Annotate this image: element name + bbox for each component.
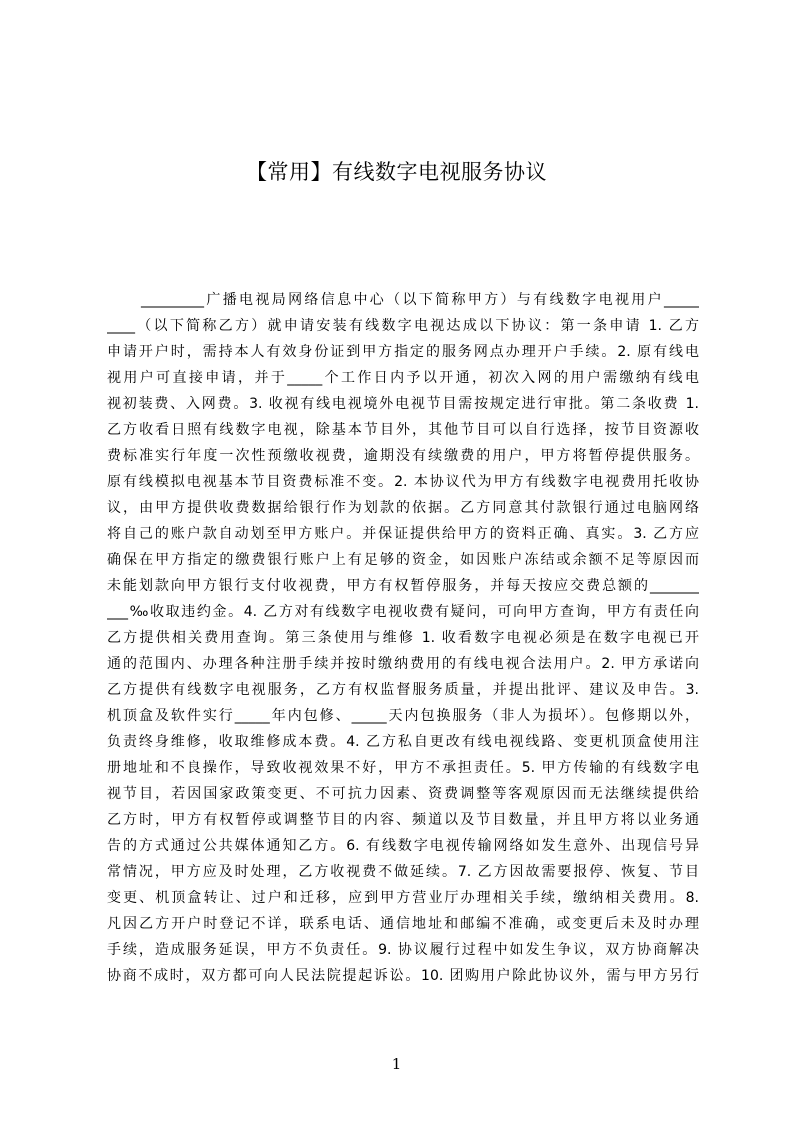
body-line: 视节目，若因国家政策变更、不可抗力因素、资费调整等客观原因而无法继续提供给 <box>107 786 699 802</box>
body-line: 通的范围内、办理各种注册手续并按时缴纳费用的有线电视合法用户。2. 甲方承诺向 <box>107 656 699 672</box>
body-line: 视初装费、入网费。3. 收视有线电视境外电视节目需按规定进行审批。第二条收费 1. <box>107 396 699 412</box>
body-line: 申请开户时，需持本人有效身份证到甲方指定的服务网点办理开户手续。2. 原有线电 <box>107 344 699 360</box>
body-line: 费标准实行年度一次性预缴收视费，逾期没有续缴费的用户，甲方将暂停提供服务。 <box>107 448 699 464</box>
body-line: 视用户可直接申请，并于_____个工作日内予以开通，初次入网的用户需缴纳有线电 <box>107 370 699 386</box>
body-line: 原有线模拟电视基本节目资费标准不变。2. 本协议代为甲方有线数字电视费用托收协 <box>107 474 699 490</box>
body-line: 变更、机顶盒转让、过户和迁移，应到甲方营业厅办理相关手续，缴纳相关费用。8. <box>107 890 699 906</box>
agreement-body <box>107 287 699 989</box>
body-line: 议，由甲方提供收费数据给银行作为划款的依据。乙方同意其付款银行通过电脑网络 <box>107 500 699 516</box>
body-line: 乙方时，甲方有权暂停或调整节目的内容、频道以及节目数量，并且甲方将以业务通 <box>107 812 699 828</box>
body-line: 未能划款向甲方银行支付收视费，甲方有权暂停服务，并每天按应交费总额的_______ <box>107 578 699 594</box>
body-line: ___‰收取违约金。4. 乙方对有线数字电视收费有疑问，可向甲方查询，甲方有责任向 <box>107 604 699 620</box>
body-line: 凡因乙方开户时登记不详，联系电话、通信地址和邮编不准确，或变更后未及时办理 <box>107 916 699 932</box>
page-number: 1 <box>391 1055 402 1073</box>
body-line: 册地址和不良操作，导致收视效果不好，甲方不承担责任。5. 甲方传输的有线数字电 <box>107 760 699 776</box>
body-line: 乙方提供相关费用查询。第三条使用与维修 1. 收看数字电视必须是在数字电视已开 <box>107 630 699 646</box>
body-line: 协商不成时，双方都可向人民法院提起诉讼。10. 团购用户除此协议外，需与甲方另行 <box>107 968 699 984</box>
body-line: 将自己的账户款自动划至甲方账户。并保证提供给甲方的资料正确、真实。3. 乙方应 <box>107 526 699 542</box>
body-line: 乙方收看日照有线数字电视，除基本节目外，其他节目可以自行选择，按节目资源收 <box>107 422 699 438</box>
body-line: ____（以下简称乙方）就申请安装有线数字电视达成以下协议：第一条申请 1. 乙方 <box>107 318 699 334</box>
body-line: 乙方提供有线数字电视服务，乙方有权监督服务质量，并提出批评、建议及申告。3. <box>107 682 699 698</box>
body-line: 确保在甲方指定的缴费银行账户上有足够的资金，如因账户冻结或余额不足等原因而 <box>107 552 699 568</box>
body-line: _________广播电视局网络信息中心（以下简称甲方）与有线数字电视用户_____ <box>141 292 699 308</box>
document-title: 【常用】有线数字电视服务协议 <box>246 160 547 185</box>
body-line: 告的方式通过公共媒体通知乙方。6. 有线数字电视传输网络如发生意外、出现信号异 <box>107 838 699 854</box>
body-line: 机顶盒及软件实行_____年内包修、_____天内包换服务（非人为损坏）。包修期以外， <box>107 708 699 724</box>
body-line: 负责终身维修，收取维修成本费。4. 乙方私自更改有线电视线路、变更机顶盒使用注 <box>107 734 699 750</box>
body-line: 常情况，甲方应及时处理，乙方收视费不做延续。7. 乙方因故需要报停、恢复、节目 <box>107 864 699 880</box>
body-line: 手续，造成服务延误，甲方不负责任。9. 协议履行过程中如发生争议，双方协商解决 <box>107 942 699 958</box>
